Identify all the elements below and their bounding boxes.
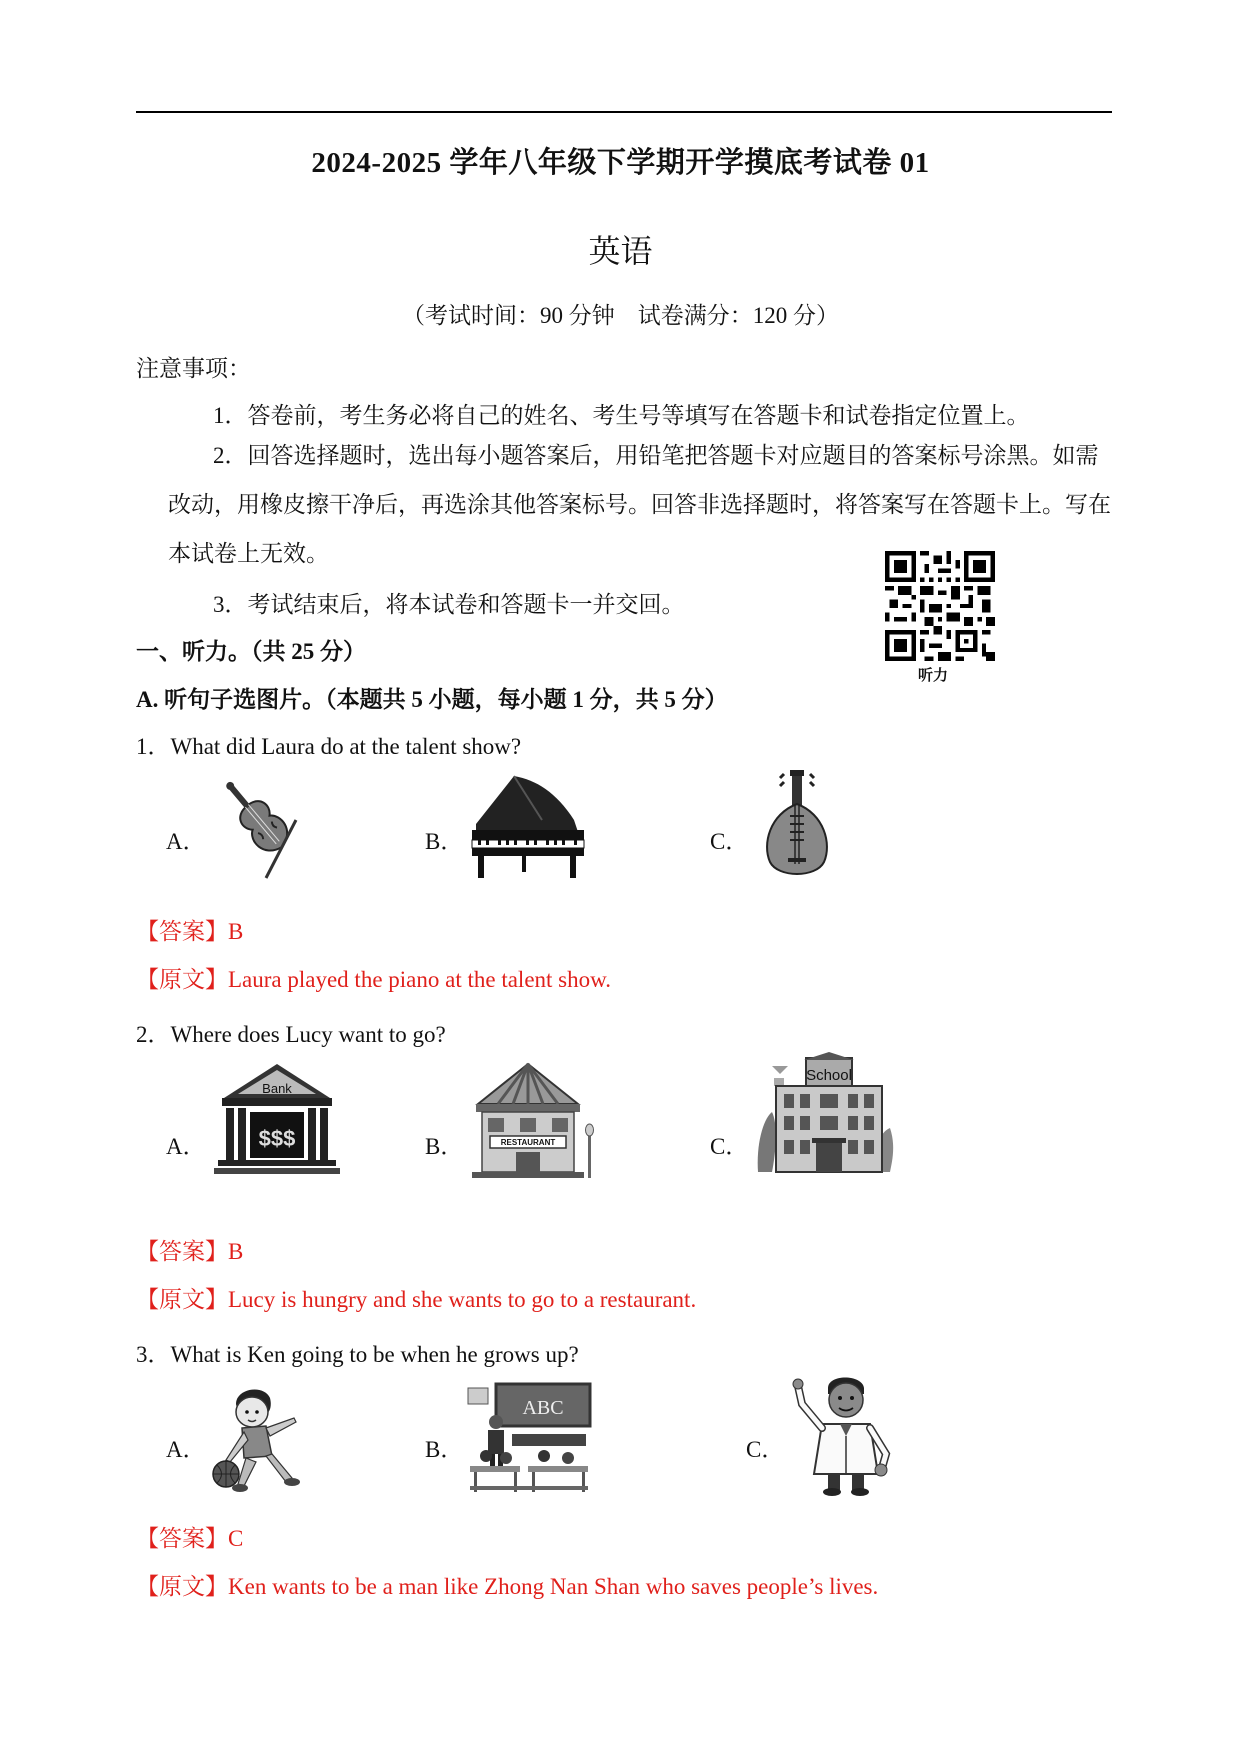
school-icon — [752, 1052, 897, 1182]
piano-icon — [466, 772, 588, 880]
page-title: 2024-2025 学年八年级下学期开学摸底考试卷 01 — [311, 147, 930, 179]
bank-dollar-text: $$$ — [258, 1126, 296, 1151]
q1-answer-tag: 【答案】 — [136, 919, 228, 944]
school-sign: School — [806, 1067, 852, 1084]
notes-item-1: 1．答卷前，考生务必将自己的姓名、考生号等填写在答题卡和试卷指定位置上。 — [213, 403, 1030, 428]
section-heading: 一、听力。（共 25 分） — [136, 639, 366, 664]
part-a-heading: A. 听句子选图片。（本题共 5 小题，每小题 1 分，共 5 分） — [136, 687, 728, 712]
violin-icon — [208, 770, 318, 880]
qr-code-icon — [885, 551, 995, 661]
q3-answer-line — [136, 1520, 243, 1553]
basketball-player-icon — [208, 1382, 320, 1498]
q1-answer-line — [136, 913, 243, 946]
notes-heading: 注意事项： — [136, 356, 251, 381]
notes-item-3: 3．考试结束后，将本试卷和答题卡一并交回。 — [213, 592, 685, 617]
question-3-stem: 3．What is Ken going to be when he grows up? — [136, 1342, 579, 1367]
q3-option-a-label: A． — [166, 1437, 206, 1462]
subject-title: 英语 — [588, 233, 653, 269]
q2-answer-line — [136, 1233, 243, 1266]
question-2-stem: 2．Where does Lucy want to go? — [136, 1022, 446, 1047]
q1-script-line — [136, 961, 611, 994]
teacher-classroom-icon — [466, 1382, 596, 1496]
q1-answer: B — [228, 919, 244, 944]
q1-option-a-label: A． — [166, 829, 206, 854]
q2-option-b-label: B． — [425, 1134, 464, 1159]
q2-answer: B — [228, 1239, 244, 1264]
q3-answer: C — [228, 1526, 244, 1551]
q1-script-tag: 【原文】 — [136, 967, 228, 992]
q1-script: Laura played the piano at the talent show. — [228, 967, 611, 992]
q3-option-c-label: C． — [746, 1437, 785, 1462]
pipa-icon — [760, 764, 834, 880]
q1-option-c-label: C． — [710, 829, 749, 854]
q3-script: Ken wants to be a man like Zhong Nan Shan who saves people’s lives. — [228, 1574, 879, 1599]
q3-script-tag: 【原文】 — [136, 1574, 228, 1599]
exam-info: （考试时间：90 分钟 试卷满分：120 分） — [402, 303, 839, 328]
q3-script-line — [136, 1568, 878, 1601]
q1-option-b-label: B． — [425, 829, 464, 854]
header-rule — [136, 111, 1112, 113]
q2-script-line — [136, 1281, 696, 1314]
q2-option-a-label: A． — [166, 1134, 206, 1159]
notes-item-2: 2．回答选择题时，选出每小题答案后，用铅笔把答题卡对应题目的答案标号涂黑。如需改动，用橡皮擦干净后，再选涂其他答案标号。回答非选择题时，将答案写在答题卡上。写在本试卷上无效。 — [168, 443, 1111, 566]
doctor-icon — [786, 1374, 896, 1500]
board-text: ABC — [522, 1397, 564, 1419]
q2-script-tag: 【原文】 — [136, 1287, 228, 1312]
qr-label: 听力 — [918, 668, 949, 684]
restaurant-sign: RESTAURANT — [500, 1138, 556, 1147]
q3-answer-tag: 【答案】 — [136, 1526, 228, 1551]
bank-icon — [212, 1060, 342, 1178]
restaurant-icon — [468, 1060, 602, 1182]
question-1-stem: 1．What did Laura do at the talent show? — [136, 734, 522, 759]
bank-sign: Bank — [262, 1081, 292, 1096]
q2-script: Lucy is hungry and she wants to go to a restaurant. — [228, 1287, 697, 1312]
q3-option-b-label: B． — [425, 1437, 464, 1462]
q2-option-c-label: C． — [710, 1134, 749, 1159]
q2-answer-tag: 【答案】 — [136, 1239, 228, 1264]
